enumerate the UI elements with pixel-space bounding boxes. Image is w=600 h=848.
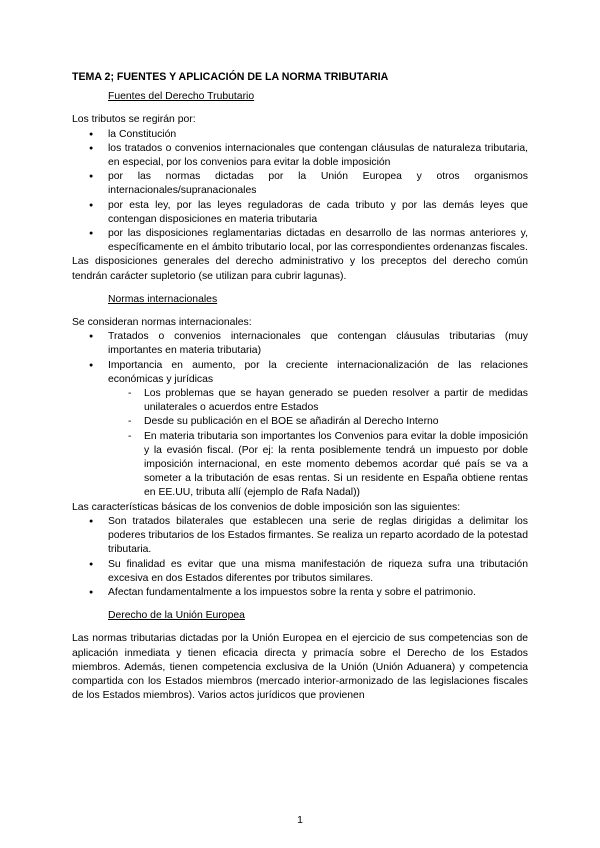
list-item: ● por las normas dictadas por la Unión Europea y otros organismos internacionales/supranacionales xyxy=(72,170,528,198)
bullet-list xyxy=(72,330,528,387)
section-intro: Los tributos se regirán por: xyxy=(72,114,196,126)
page-number: 1 xyxy=(297,815,303,826)
section-heading-normas-internacionales: Normas internacionales xyxy=(108,293,218,305)
section-heading-fuentes: Fuentes del Derecho Trubutario xyxy=(108,91,255,103)
list-item: ● la Constitución xyxy=(72,128,528,142)
list-item: ● Tratados o convenios internacionales que contengan cláusulas tributarias (muy importantes en materia tributaria) xyxy=(72,330,528,358)
list-item: ● los tratados o convenios internacionales que contengan cláusulas de naturaleza tributaria, en especial, por los convenios para evitar la doble imposición xyxy=(72,142,528,170)
list-item: ● por esta ley, por las leyes reguladoras de cada tributo y por las demás leyes que contengan disposiciones en materia tributaria xyxy=(72,199,528,227)
list-item: ● por las disposiciones reglamentarias dictadas en desarrollo de las normas anteriores y, específicamente en el ámbito tributario local, por las correspondientes ordenanzas fiscales. xyxy=(72,227,528,255)
section-intro: Se consideran normas internacionales: xyxy=(72,317,252,329)
paragraph: Las disposiciones generales del derecho administrativo y los preceptos del derecho común tendrán carácter supletorio (se utilizan para cubrir lagunas). xyxy=(72,256,528,282)
list-item: - Desde su publicación en el BOE se añadirán al Derecho Interno xyxy=(72,415,528,429)
dash-list xyxy=(72,387,528,501)
bullet-list xyxy=(72,515,528,600)
list-item: ● Importancia en aumento, por la creciente internacionalización de las relaciones económicas y jurídicas xyxy=(72,359,528,387)
list-item: ● Afectan fundamentalmente a los impuestos sobre la renta y sobre el patrimonio. xyxy=(72,586,528,600)
paragraph: Las características básicas de los convenios de doble imposición son las siguientes: xyxy=(72,501,461,513)
document-title: TEMA 2; FUENTES Y APLICACIÓN DE LA NORMA TRIBUTARIA xyxy=(72,71,389,83)
list-item: ● Su finalidad es evitar que una misma manifestación de riqueza sufra una tributación excesiva en dos Estados diferentes por tributos similares. xyxy=(72,558,528,586)
list-item: ● Son tratados bilaterales que establecen una serie de reglas dirigidas a delimitar los poderes tributarios de los Estados firmantes. Se realiza un reparto acordado de la potestad tributaria. xyxy=(72,515,528,558)
list-item: - En materia tributaria son importantes los Convenios para evitar la doble imposición y la evasión fiscal. (Por ej: la renta posiblemente tendrá un impuesto por doble imposición internacional, en este momento debemos acordar qué país se va a someter a la tributación de esas rentas. Si un residente en España obtiene rentas en EE.UU, tributa allí (ejemplo de Rafa Nadal)) xyxy=(72,430,528,501)
section-heading-derecho-ue: Derecho de la Unión Europea xyxy=(108,610,245,622)
paragraph: Las normas tributarias dictadas por la Unión Europea en el ejercicio de sus competencias son de aplicación inmediata y tienen eficacia directa y primacía sobre el Derecho de los Estados miembros. Además, tienen competencia exclusiva de la Unión (Unión Aduanera) y competencia compartida con los Estados miembros (mercado interior-armonizado de las legislaciones fiscales de los Estados miembros). Varios actos jurídicos que provienen xyxy=(72,633,528,702)
list-item: - Los problemas que se hayan generado se pueden resolver a partir de medidas unilaterales o acuerdos entre Estados xyxy=(72,387,528,415)
document-page xyxy=(72,70,528,703)
bullet-list xyxy=(72,128,528,256)
